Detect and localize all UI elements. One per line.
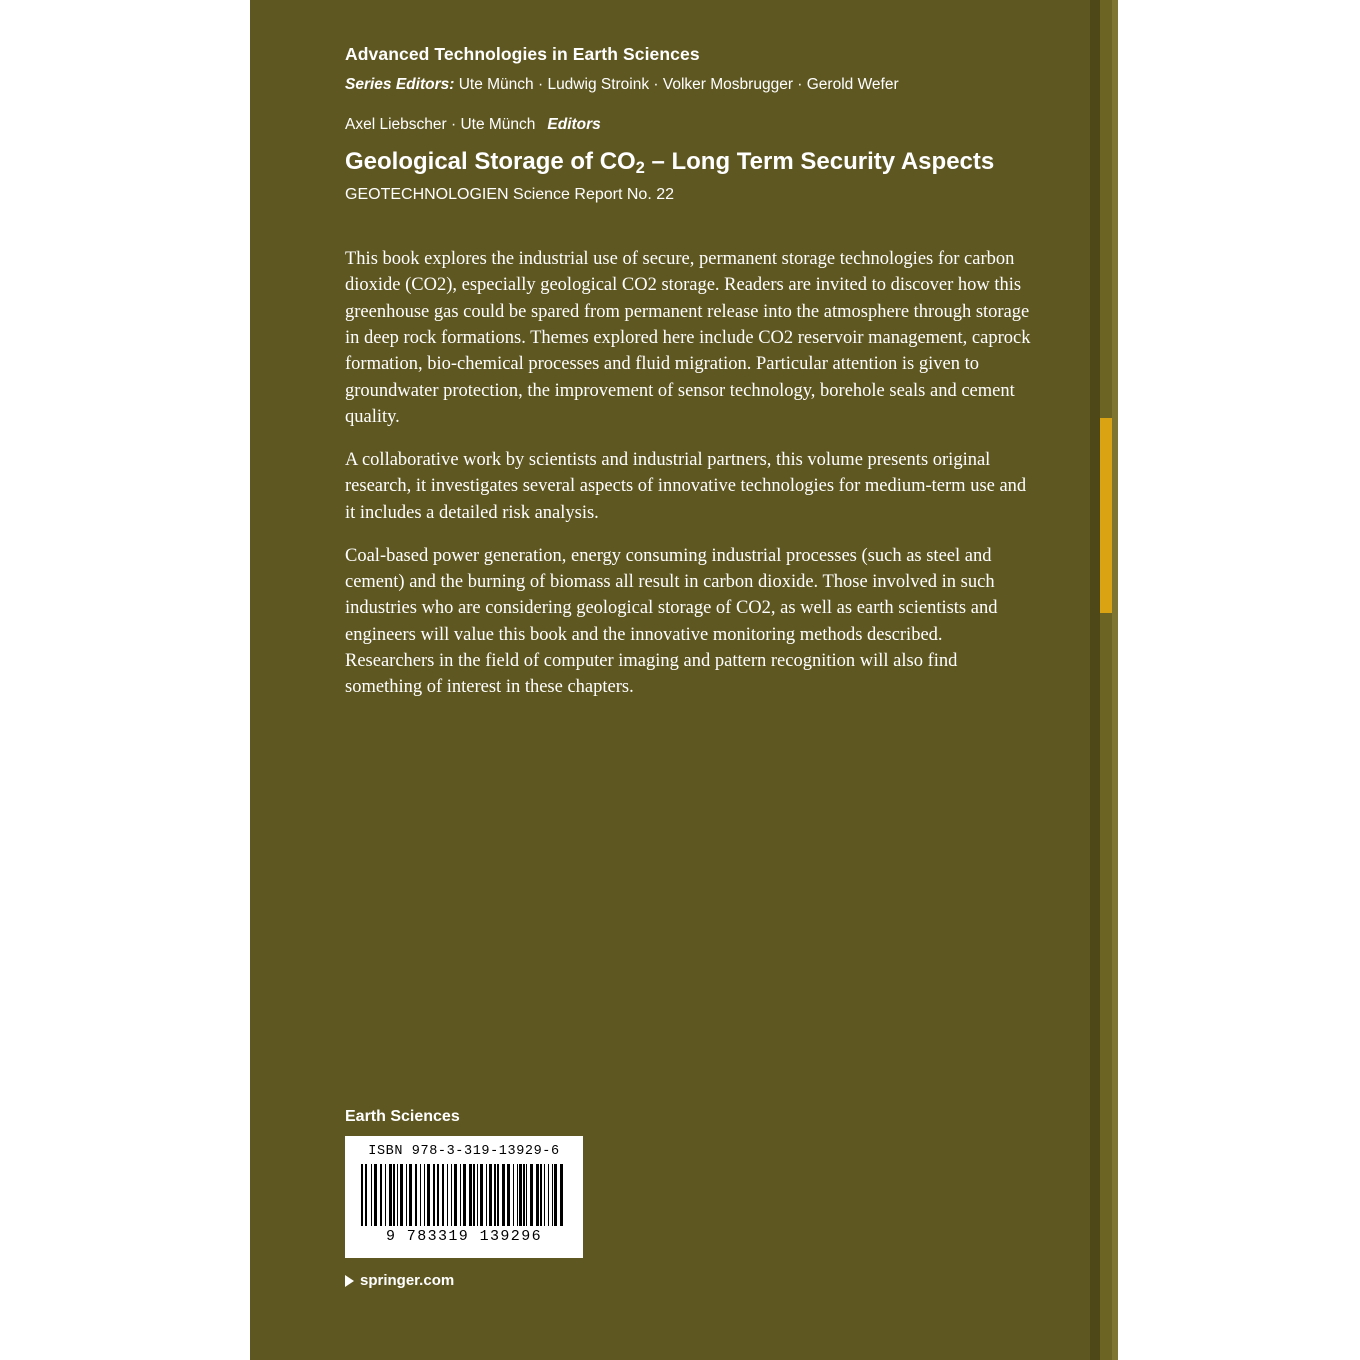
book-title-part1: Geological Storage of CO [345, 148, 636, 176]
blurb-paragraph: A collaborative work by scientists and industrial partners, this volume presents original research, it investigates several aspects of innovative technologies for medium-term use and it includes a detailed risk analysis. [345, 450, 1027, 523]
publisher-link[interactable] [345, 1272, 1035, 1289]
editors-names: Axel Liebscher · Ute Münch [345, 116, 536, 134]
cover-edge-dark [1090, 0, 1100, 1360]
blurb-paragraph: This book explores the industrial use of secure, permanent storage technologies for carbon dioxide (CO2), especially geological CO2 storage. Readers are invited to discover how this greenhouse gas could be spared from permanent release into the atmosphere through storage in deep rock formations. Themes explored here include CO2 reservoir management, caprock formation, bio-chemical processes and fluid migration. Particular attention is given to groundwater protection, the improvement of sensor technology, borehole seals and cement quality. [345, 249, 1031, 427]
cover-edge-shadow [1112, 0, 1118, 1360]
series-editors-names: Ute Münch · Ludwig Stroink · Volker Mosbrugger · Gerold Wefer [458, 76, 899, 93]
page-title [345, 148, 1035, 177]
series-editors-label: Series Editors: [345, 76, 455, 93]
editors-role-label: Editors [547, 116, 601, 134]
subject-category: Earth Sciences [345, 1108, 460, 1125]
blurb-block [345, 246, 1035, 700]
isbn-text: ISBN 978-3-319-13929-6 [368, 1144, 560, 1159]
publisher-url-label: springer.com [360, 1272, 455, 1289]
isbn-barcode [345, 1136, 583, 1258]
cover-panel [250, 0, 1110, 1360]
cover-edge-olive [1100, 0, 1112, 1360]
barcode-bars [361, 1164, 567, 1226]
series-editors-line [345, 75, 1035, 94]
cover-bottom-block [345, 1108, 1035, 1289]
report-number-line: GEOTECHNOLOGIEN Science Report No. 22 [345, 186, 674, 204]
book-title-subscript: 2 [635, 159, 645, 178]
cover-text-block [345, 0, 1035, 700]
play-triangle-icon [345, 1275, 354, 1287]
series-title: Advanced Technologies in Earth Sciences [345, 44, 700, 64]
blurb-paragraph: Coal-based power generation, energy consuming industrial processes (such as steel and cement) and the burning of biomass all result in carbon dioxide. Those involved in such industries who are considering geological storage of CO2, as well as earth scientists and engineers will value this book and the innovative monitoring methods described. Researchers in the field of computer imaging and pattern recognition will also find something of interest in these chapters. [345, 545, 998, 698]
barcode-digits: 9 783319 139296 [385, 1228, 543, 1245]
book-title-part2: – Long Term Security Aspects [644, 148, 995, 176]
cover-edge-accent-stripe [1100, 418, 1112, 613]
editors-line [345, 116, 1035, 134]
